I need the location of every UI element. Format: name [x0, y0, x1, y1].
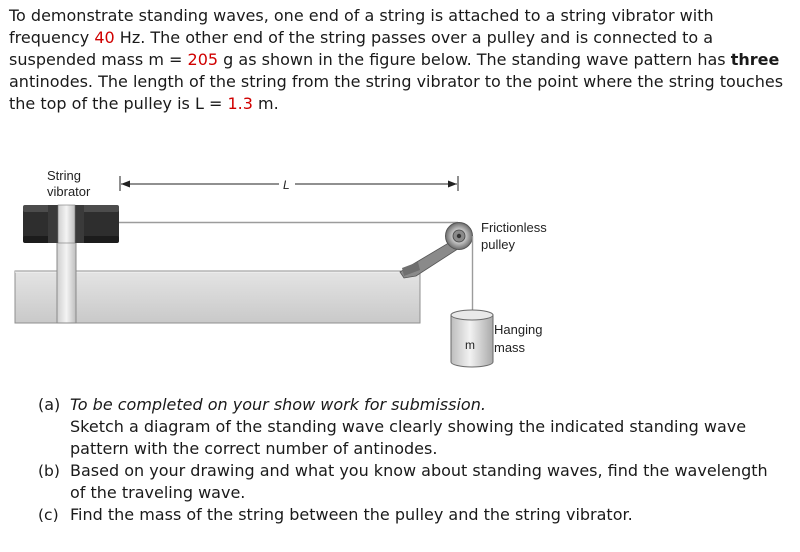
frictionless-pulley: [446, 223, 473, 250]
mass-symbol: m: [465, 338, 475, 352]
pulley-label-line1: Frictionless: [481, 220, 547, 235]
pulley-label-line2: pulley: [481, 237, 515, 252]
vibrator-label-line2: vibrator: [47, 184, 91, 199]
question-c-text: Find the mass of the string between the pulley and the string vibrator.: [70, 505, 633, 524]
mass-value: 205: [187, 50, 219, 69]
length-label: L: [283, 178, 290, 192]
length-value: 1.3: [227, 94, 253, 113]
question-a-label: (a): [38, 395, 61, 414]
question-a: [38, 394, 788, 460]
question-c: [38, 504, 788, 526]
mass-label-line2: mass: [494, 340, 526, 355]
antinodes-word: three: [730, 50, 780, 69]
intro-text-4: antinodes. The length of the string from the string vibrator to the point where the string touches the top of the pulley is L =: [9, 72, 784, 113]
intro-text-5: m.: [252, 94, 279, 113]
question-c-label: (c): [38, 506, 59, 524]
string-vibrator: [23, 205, 119, 243]
question-a-instruction: To be completed on your show work for submission.: [70, 395, 486, 414]
question-b-text: Based on your drawing and what you know about standing waves, find the wavelength of the traveling wave.: [70, 461, 768, 502]
frequency-value: 40: [94, 28, 115, 47]
question-b: [38, 460, 788, 504]
question-b-label: (b): [38, 462, 60, 480]
vibrator-label-line1: String: [47, 168, 81, 183]
intro-text-2: Hz. The other end of the string passes over a pulley and is connected to a suspended mass m =: [9, 28, 714, 69]
intro-text-3: g as shown in the figure below. The standing wave pattern has: [218, 50, 731, 69]
mass-label-line1: Hanging: [494, 322, 543, 337]
intro-text-1: To demonstrate standing waves, one end of a string is attached to a string vibrator with frequency: [9, 6, 714, 47]
questions-list: [38, 394, 788, 526]
question-a-text: Sketch a diagram of the standing wave clearly showing the indicated standing wave pattern with the correct number of antinodes.: [70, 417, 747, 458]
